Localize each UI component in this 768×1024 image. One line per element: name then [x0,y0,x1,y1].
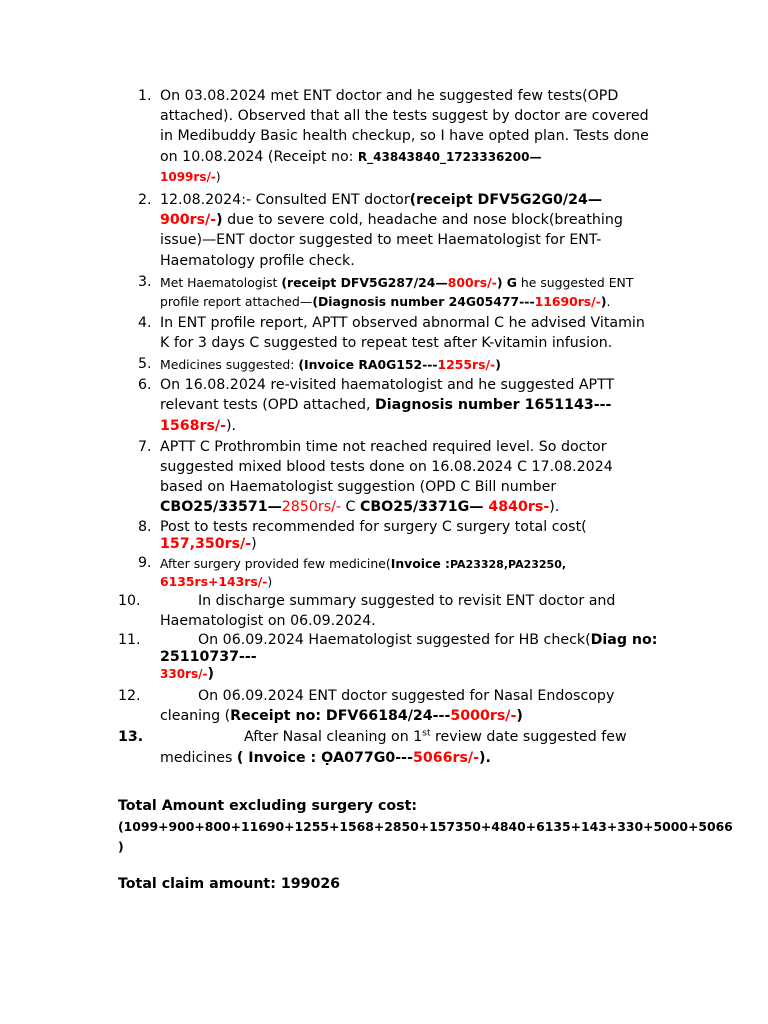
amount: 1099rs/- [160,169,216,184]
list-item [118,375,658,436]
item-text: Medicines suggested: [160,357,299,373]
item-text: In discharge summary suggested to revisit ENT doctor and Haematologist on 06.09.2024. [160,592,616,629]
item-text: review date suggested few medicines [160,729,627,766]
list-item [118,86,658,187]
invoice-number: PA23328,PA23250, [450,557,567,571]
receipt-close: ) G [496,274,517,290]
item-text: ). [549,499,560,516]
receipt-number: Receipt no: DFV66184/24--- [230,708,451,725]
diagnosis-number: (Diagnosis number 24G05477--- [312,293,535,309]
item-text: . [606,293,611,309]
item-number: 3. [138,273,152,290]
amount: 11690rs/- [534,293,601,309]
list-item [118,727,658,767]
item-number: 11. [118,632,141,649]
item-text: due to severe cold, headache and nose block(breathing issue)—ENT doctor suggested to meet Haematologist for ENT-Haematology profile check. [160,212,623,269]
item-text: After Nasal cleaning on 1 [244,729,423,746]
item-text: ) [267,573,273,589]
item-text: On 06.09.2024 Haematologist suggested for HB check( [198,632,591,649]
invoice-close: ) [495,357,501,373]
item-text: Post to tests recommended for surgery C surgery total cost( [160,518,587,535]
item-number: 5. [138,356,152,373]
item-text: 12.08.2024:- Consulted ENT doctor [160,192,410,209]
item-text: In ENT profile report, APTT observed abnormal C he advised Vitamin K for 3 days C suggested to repeat test after K-vitamin infusion. [160,314,645,352]
invoice-number: ( Invoice : ỌA077G0--- [236,749,413,766]
amount: 1255rs/- [437,357,496,373]
superscript: st [422,728,431,739]
amount: 330rs/- [160,667,208,682]
total-sum-close: ) [118,839,124,854]
total-title: Total Amount excluding surgery cost: [118,798,418,814]
invoice-label: Invoice : [390,555,450,571]
list-item [118,355,658,374]
item-number: 4. [138,314,152,331]
amount: 800rs/- [447,274,497,290]
item-text: ). [478,749,491,766]
receipt-number: R_43843840_1723336200— [357,149,542,164]
item-text: On 03.08.2024 met ENT doctor and he suggested few tests(OPD attached). Observed that all the tests suggest by doctor are covered in Medibuddy Basic health checkup, so I have opted plan. Tests done on 10.08.2024 (Receipt no: [160,88,649,165]
list-item [118,313,658,353]
receipt-number: (receipt DFV5G2G0/24— [409,192,603,209]
item-number: 2. [138,192,152,209]
item-text: ) [251,535,257,552]
item-number: 1. [138,88,152,104]
item-number: 9. [138,554,152,571]
list-item [118,273,658,311]
amount: 4840rs- [488,499,550,516]
diagnosis-number: Diagnosis number 1651143--- [374,397,612,414]
list-item [118,437,658,518]
bill-number: CBO25/33571— [160,499,282,516]
item-text: C [341,499,360,516]
list-item [118,190,658,271]
list-item [118,555,658,590]
item-text: Met Haematologist [160,274,282,290]
item-text: On 16.08.2024 re-visited haematologist and he suggested APTT relevant tests (OPD attached, [160,377,615,414]
item-text: ) [207,666,214,683]
item-number: 12. [118,688,141,705]
diagnosis-number: Diag no: 25110737--- [160,632,658,666]
item-text: After surgery provided few medicine( [160,555,391,571]
bill-number: CBO25/3371G— [359,499,489,516]
item-text: On 06.09.2024 ENT doctor suggested for Nasal Endoscopy cleaning ( [160,688,615,725]
amount: 5066rs/- [412,749,479,766]
amount: 1568rs/- [160,417,226,434]
invoice-number: (Invoice RA0G152--- [298,357,438,373]
amount: 6135rs+143rs/- [160,573,268,589]
receipt-close: ) [216,212,223,229]
amount: 157,350rs/- [160,535,252,552]
item-number: 7. [138,438,152,455]
item-text: ) [516,708,523,725]
amount: 5000rs/- [450,708,517,725]
receipt-number: (receipt DFV5G287/24— [281,274,448,290]
total-section [118,796,733,857]
list-item [118,591,658,631]
total-claim-amount: Total claim amount: 199026 [118,876,341,892]
diagnosis-close: ) [600,293,607,309]
item-text: APTT C Prothrombin time not reached required level. So doctor suggested mixed blood tests done on 16.08.2024 C 17.08.2024 based on Haematologist suggestion (OPD C Bill number [160,438,613,496]
item-text: ). [226,417,237,434]
total-sum-expression: (1099+900+800+11690+1255+1568+2850+157350+4840+6135+143+330+5000+5066 [118,819,733,834]
item-number: 6. [138,377,152,394]
amount: 2850rs/- [281,499,341,516]
item-number: 10. [118,592,141,609]
expense-list [118,86,658,768]
amount: 900rs/- [160,212,217,229]
list-item [118,519,658,553]
item-number: 8. [138,518,152,535]
item-text: ) [215,169,221,184]
item-number: 13. [118,729,144,746]
item-text: he suggested ENT profile report attached— [160,274,634,309]
list-item [118,632,658,683]
list-item [118,686,658,726]
